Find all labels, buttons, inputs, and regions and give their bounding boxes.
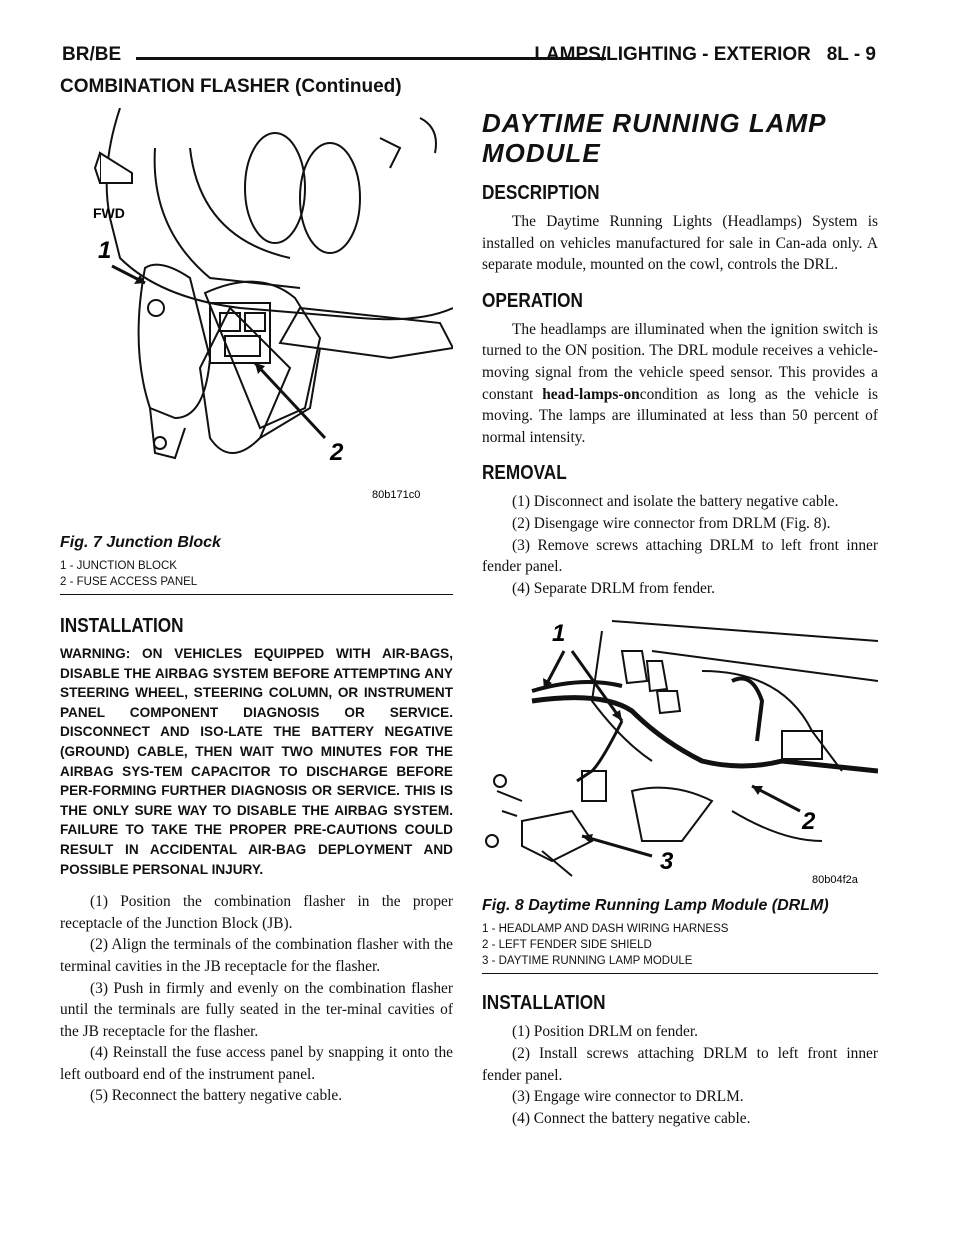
fig8-rule — [482, 973, 878, 974]
removal-step: (4) Separate DRLM from fender. — [512, 579, 716, 597]
continued-title: COMBINATION FLASHER (Continued) — [60, 76, 402, 97]
drlm-installation-steps — [482, 1021, 878, 1129]
airbag-warning: WARNING: ON VEHICLES EQUIPPED WITH AIR-BAGS, DISABLE THE AIRBAG SYSTEM BEFORE ATTEMPTING ANY STEERING WHEEL, STEERING COLUMN, OR INSTRUMENT PANEL COMPONENT DIAGNOSIS OR SERVICE. DISCONNECT AND ISO-LATE THE BATTERY NEGATIVE (GROUND) CABLE, THEN WAIT TWO MINUTES FOR THE AIRBAG SYS-TEM CAPACITOR TO DISCHARGE BEFORE PER-FORMING FURTHER DIAGNOSIS OR SERVICE. THIS IS THE ONLY SURE WAY TO DISABLE THE AIRBAG SYSTEM. FAILURE TO TAKE THE PROPER PRE-CAUTIONS COULD RESULT IN ACCIDENTAL AIR-BAG DEPLOYMENT AND POSSIBLE PERSONAL INJURY. — [60, 646, 453, 877]
drlm-installation-step: (4) Connect the battery negative cable. — [512, 1109, 751, 1127]
drlm-installation-step: (3) Engage wire connector to DRLM. — [512, 1088, 744, 1106]
installation-heading: INSTALLATION — [60, 615, 184, 637]
fig8-callout-1: 1 — [552, 620, 566, 648]
left-column — [60, 108, 453, 1107]
removal-heading: REMOVAL — [482, 462, 567, 485]
removal-step: (3) Remove screws attaching DRLM to left front inner fender panel. — [482, 536, 878, 576]
fig8-callout-3: 3 — [660, 848, 674, 876]
drlm-installation-heading: INSTALLATION — [482, 992, 606, 1015]
fig7-caption: Fig. 7 Junction Block — [60, 534, 221, 551]
operation-text-part: The headlamps are illuminated when the ignition switch is turned to the ON position. The DRL module receives a vehicle-moving signal from the vehicle speed sensor. This provides a constant — [482, 320, 878, 403]
fig8-callout-2: 2 — [802, 808, 816, 836]
drlm-installation-step: (1) Position DRLM on fender. — [512, 1023, 698, 1041]
drlm-installation-step: (2) Install screws attaching DRLM to left front inner fender panel. — [482, 1044, 878, 1084]
fig7-rule — [60, 594, 453, 595]
operation-text-bold: head-lamps-on — [542, 385, 640, 403]
junction-block-illustration — [60, 108, 453, 528]
fig8-caption: Fig. 8 Daytime Running Lamp Module (DRLM) — [482, 897, 829, 915]
installation-step: (4) Reinstall the fuse access panel by snapping it onto the left outboard end of the instrument panel. — [60, 1044, 453, 1083]
right-column — [482, 108, 878, 1129]
figure-8 — [482, 611, 878, 974]
installation-step: (3) Push in firmly and evenly on the combination flasher until the terminals are fully seated in the ter-minal cavities of the JB receptacle for the flasher. — [60, 979, 453, 1040]
installation-step: (5) Reconnect the battery negative cable. — [90, 1087, 343, 1105]
fwd-label: FWD — [93, 205, 125, 221]
fig7-callout-1: 1 — [98, 237, 112, 264]
figure-7 — [60, 108, 453, 595]
header-page-number: 8L - 9 — [826, 44, 876, 65]
operation-heading: OPERATION — [482, 289, 583, 312]
header-model: BR/BE — [62, 44, 122, 65]
installation-step: (1) Position the combination flasher in the proper receptacle of the Junction Block (JB). — [60, 893, 453, 932]
page-header — [62, 44, 876, 72]
fig7-legend-item: 1 - JUNCTION BLOCK — [60, 560, 177, 572]
header-right — [534, 44, 876, 66]
drlm-illustration — [482, 611, 878, 891]
removal-step: (1) Disconnect and isolate the battery negative cable. — [512, 493, 839, 511]
fig8-code: 80b04f2a — [812, 874, 858, 887]
drlm-title: DAYTIME RUNNING LAMP MODULE — [482, 108, 826, 168]
removal-step: (2) Disengage wire connector from DRLM (Fig. 8). — [512, 514, 831, 532]
installation-step: (2) Align the terminals of the combination flasher with the terminal cavities in the JB receptacle for the flasher. — [60, 936, 453, 975]
fig8-legend — [482, 921, 878, 969]
fig8-legend-item: 3 - DAYTIME RUNNING LAMP MODULE — [482, 955, 693, 968]
fig7-legend — [60, 558, 453, 590]
removal-steps — [482, 491, 878, 599]
operation-text — [482, 319, 878, 449]
fig8-legend-item: 2 - LEFT FENDER SIDE SHIELD — [482, 939, 652, 952]
fig7-legend-item: 2 - FUSE ACCESS PANEL — [60, 576, 198, 588]
description-heading: DESCRIPTION — [482, 182, 600, 204]
installation-steps — [60, 891, 453, 1107]
fig7-callout-2: 2 — [330, 439, 344, 466]
fig7-code: 80b171c0 — [372, 489, 421, 501]
operation-text-part: condition as long as the vehicle is moving. The lamps are illuminated at less than 50 percent of normal intensity. — [482, 385, 878, 446]
fig8-legend-item: 1 - HEADLAMP AND DASH WIRING HARNESS — [482, 923, 729, 936]
header-section: LAMPS/LIGHTING - EXTERIOR — [534, 44, 811, 65]
description-text: The Daytime Running Lights (Headlamps) System is installed on vehicles manufactured for sale in Can-ada only. A separate module, mounted on the cowl, controls the DRL. — [482, 213, 878, 274]
